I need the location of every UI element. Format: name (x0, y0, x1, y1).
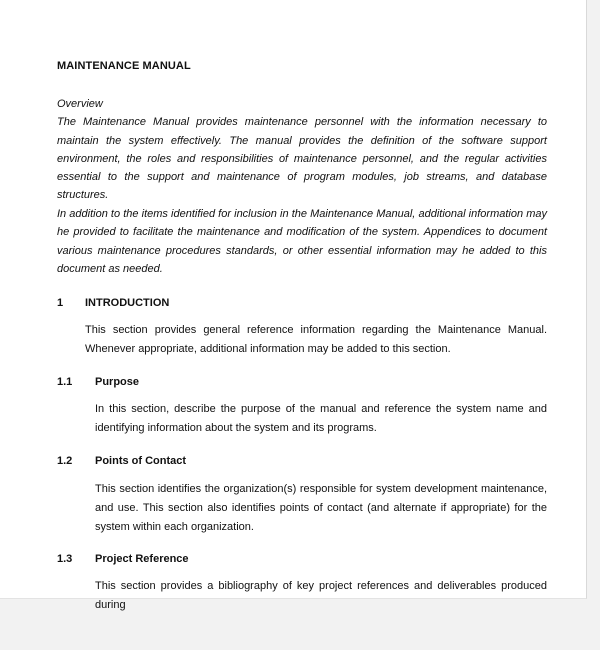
section-title: Points of Contact (95, 455, 187, 467)
overview-block (57, 95, 547, 205)
section-number: 1.2 (57, 455, 73, 467)
section-title: Project Reference (95, 553, 189, 565)
overview-label: Overview (57, 98, 103, 110)
document-title: MAINTENANCE MANUAL (57, 60, 191, 72)
section-body-points-of-contact: This section identifies the organization(s) responsible for system development maintenance, and use. This section also identifies points of contact (and alternate if appropriate) for the system within each organization. (95, 483, 547, 533)
section-body-introduction: This section provides general reference information regarding the Maintenance Manual. Whenever appropriate, additional information may be added to this section. (85, 324, 547, 355)
section-body-project-reference: This section provides a bibliography of key project references and deliverables produced during (95, 580, 547, 611)
section-title: Purpose (95, 376, 140, 388)
section-number: 1.1 (57, 376, 73, 388)
section-number: 1 (57, 297, 64, 309)
section-title: INTRODUCTION (85, 297, 170, 309)
section-number: 1.3 (57, 553, 73, 565)
overview-text: The Maintenance Manual provides maintenance personnel with the information necessary to maintain the system effectively. The manual provides the definition of the software support environment, the roles and responsibilities of maintenance personnel, and the regular activities essential to the support and maintenance of program modules, job streams, and database structures. (57, 116, 547, 202)
section-body-purpose: In this section, describe the purpose of the manual and reference the system name and identifying information about the system and its programs. (95, 403, 547, 434)
additional-info-paragraph: In addition to the items identified for inclusion in the Maintenance Manual, additional information may he provided to facilitate the maintenance and modification of the system. Appendices to document various maintenance procedures standards, or other essential information may he added to this document as needed. (57, 208, 547, 275)
